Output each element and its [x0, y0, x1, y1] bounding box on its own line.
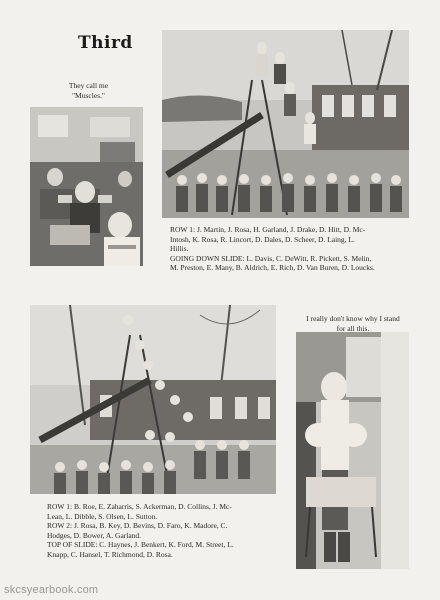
slide-group-2-caption-line-2: Lean, L. Dibble, S. Olsen, L. Sutton. — [47, 511, 158, 521]
slide-group-caption-line-3: Hillis. — [170, 244, 189, 253]
site-watermark: skcsyearbook.com — [4, 584, 99, 596]
slide-group-2-caption-line-3: ROW 2: J. Rosa, B. Key, D. Bevins, D. Faro, K. Madore, C. — [47, 521, 228, 530]
slide-group-caption-line-4: GOING DOWN SLIDE: L. Davis, C. DeWitt, R. Pickett, S. Melin, — [170, 253, 372, 263]
slide-group-2-photo — [30, 305, 276, 494]
chair-caption-line-1: I really don't know why I stand — [306, 314, 400, 323]
chair-caption — [293, 314, 413, 333]
muscles-caption-line-1: They call me — [68, 81, 109, 90]
slide-group-caption — [170, 225, 410, 273]
slide-group-2-caption-line-6: Knapp, C. Hansel, T. Richmond, D. Rosa. — [47, 549, 173, 559]
muscles-caption-line-2: "Muscles." — [72, 90, 105, 100]
slide-group-caption-line-1: ROW 1: J. Martin, J. Rosa, H. Garland, J. Drake, D. Hitt, D. Mc- — [170, 225, 366, 234]
muscles-caption — [30, 81, 147, 100]
slide-group-2-caption-line-4: Hodges, D. Bower, A. Garland. — [47, 530, 142, 540]
slide-group-2-caption-line-5: TOP OF SLIDE: C. Haynes, J. Benkert, K. Ford, M. Street, L. — [47, 540, 234, 549]
chair-caption-line-2: for all this. — [336, 323, 370, 333]
page-title: Third — [78, 33, 133, 53]
slide-group-2-caption-line-1: ROW 1: B. Roe, E. Zaharris, S. Ackerman, D. Collins, J. Mc- — [47, 502, 232, 511]
slide-group-photo — [162, 30, 409, 218]
chair-boy-photo — [296, 332, 409, 569]
slide-group-caption-line-5: M. Preston, E. Many, B. Aldrich, E. Rich, D. Van Buren, D. Loucks. — [170, 263, 375, 272]
slide-group-caption-line-2: Intosh, K. Rosa, R. Lincort, D. Dales, D. Scheer, D. Laing, L. — [170, 234, 355, 244]
classroom-photo — [30, 107, 143, 266]
slide-group-2-caption — [47, 502, 287, 559]
